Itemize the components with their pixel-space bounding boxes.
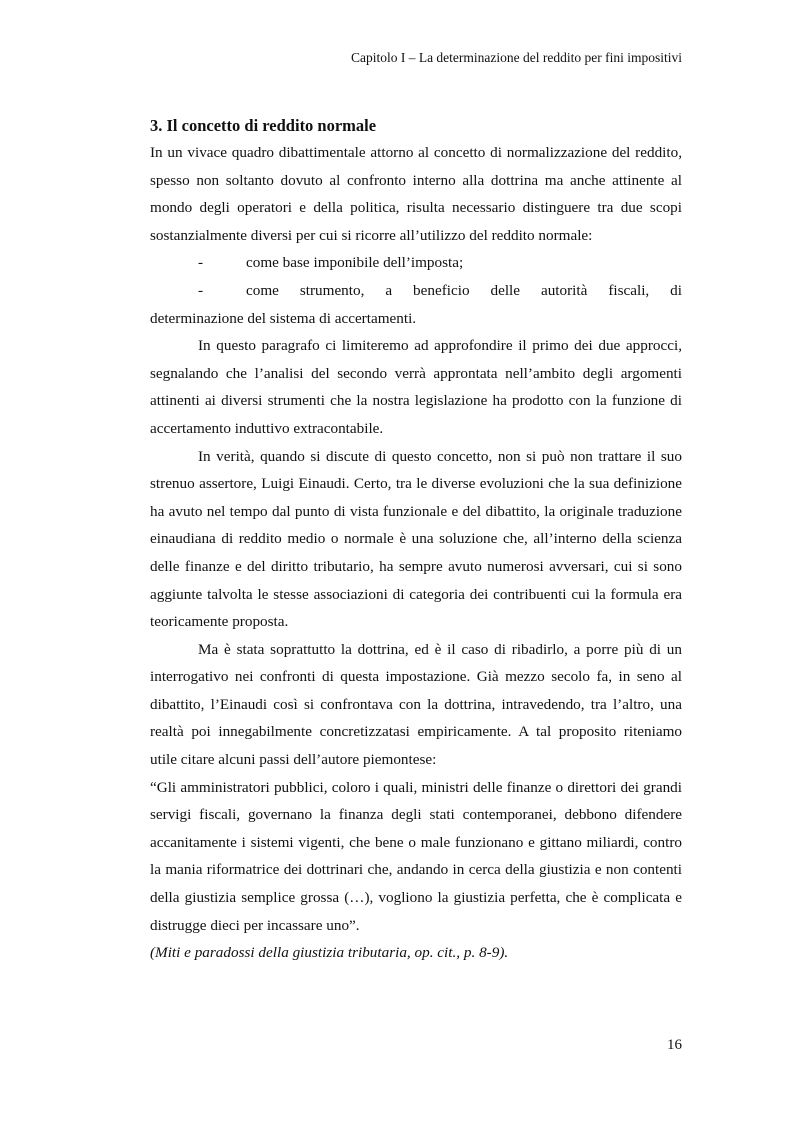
list-item-text: come base imponibile dell’imposta; xyxy=(246,254,464,272)
list-item-text-continuation: determinazione del sistema di accertamenti. xyxy=(150,309,417,327)
intro-paragraph: In un vivace quadro dibattimentale attorno al concetto di normalizzazione del reddito, spesso non soltanto dovuto al confronto interno alla dottrina ma anche attinente al mondo degli operatori e della politica, risulta necessario distinguere tra due scopi sostanzialmente diversi per cui si ricorre all’utilizzo del reddito normale: xyxy=(150,144,682,244)
page-number: 16 xyxy=(667,1037,682,1053)
list-item xyxy=(150,277,682,332)
body-text xyxy=(150,139,682,967)
quote-citation: (Miti e paradossi della giustizia tributaria, op. cit., p. 8-9). xyxy=(150,944,509,962)
section-heading: 3. Il concetto di reddito normale xyxy=(150,116,377,135)
list-dash: - xyxy=(198,254,204,272)
block-quote: “Gli amministratori pubblici, coloro i quali, ministri delle finanze o direttori dei grandi servigi fiscali, governano la finanza degli stati contemporanei, debbono difendere accanitamente i sistemi vigenti, che bene o male funzionano e gittano miliardi, contro la mania riformatrice dei dottrinari che, andando in cerca della giustizia e non contenti della giustizia semplice grossa (…), vogliono la giustizia perfetta, che è complicata e distrugge dieci per incassare uno”. xyxy=(150,778,682,934)
body-paragraph: In questo paragrafo ci limiteremo ad approfondire il primo dei due approcci, segnalando che l’analisi del secondo verrà approntata nell’ambito degli argomenti attinenti ai diversi strumenti che la nostra legislazione ha prodotto con la funzione di accertamento induttivo extracontabile. xyxy=(150,337,682,437)
list-item-text: come strumento, a beneficio delle autorità fiscali, di xyxy=(246,281,682,299)
list-dash: - xyxy=(198,281,204,299)
body-paragraph: In verità, quando si discute di questo concetto, non si può non trattare il suo strenuo assertore, Luigi Einaudi. Certo, tra le diverse evoluzioni che la sua definizione ha avuto nel tempo dal punto di vista funzionale e del dibattito, la originale traduzione einaudiana di reddito medio o normale è una soluzione che, all’interno della scienza delle finanze e del diritto tributario, ha sempre avuto numerosi avversari, cui si sono aggiunte talvolta le stesse associazioni di categoria dei contribuenti cui la formula era teoricamente proposta. xyxy=(150,447,682,631)
list-item xyxy=(150,249,682,277)
running-header: Capitolo I – La determinazione del reddito per fini impositivi xyxy=(350,50,682,65)
body-paragraph: Ma è stata soprattutto la dottrina, ed è il caso di ribadirlo, a porre più di un interrogativo nei confronti di questa impostazione. Già mezzo secolo fa, in seno al dibattito, l’Einaudi così si confrontava con la dottrina, intravedendo, tra l’altro, una realtà poi innegabilmente concretizzatasi empiricamente. A tal proposito riteniamo utile citare alcuni passi dell’autore piemontese: xyxy=(150,640,682,769)
